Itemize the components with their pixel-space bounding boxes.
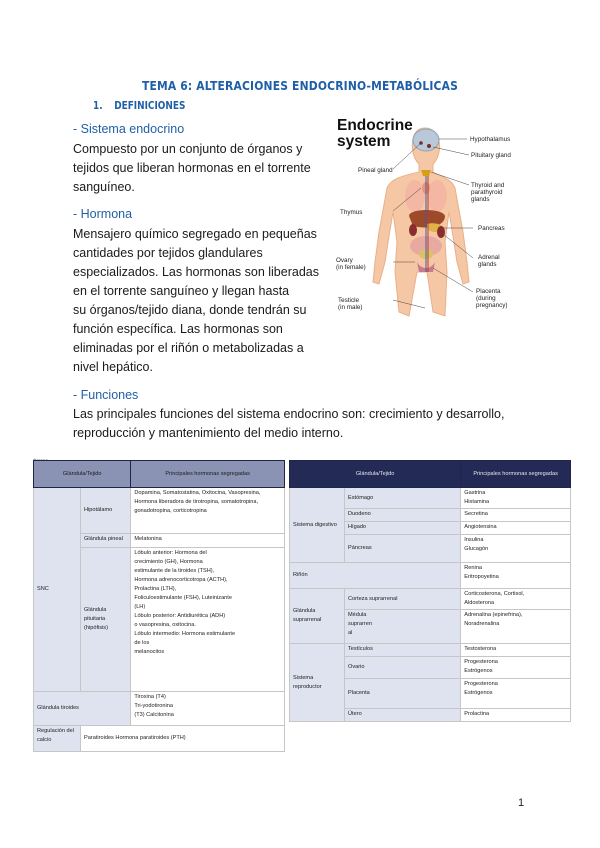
figure-title-line: system	[337, 133, 391, 150]
table-cell-list	[461, 679, 571, 709]
cell-line: Insulina	[464, 537, 484, 543]
label-ovary-line: (in female)	[336, 264, 366, 271]
table-header: Glándula/Tejido	[34, 461, 131, 488]
table-cell-list	[461, 610, 571, 644]
label-adrenal-line: Adrenal	[478, 254, 500, 261]
table-cell: Glándula tiroides	[34, 692, 131, 726]
table-cell-list	[461, 657, 571, 679]
label-hypothalamus: Hypothalamus	[470, 136, 511, 143]
table-cell: Regulación del calcio	[34, 726, 81, 752]
label-testicle	[338, 297, 363, 311]
label-ovary-line: Ovary	[336, 257, 353, 264]
cell-line: Lóbulo anterior: Hormona del	[134, 550, 207, 556]
label-thyroid-line: Thyroid and	[471, 182, 505, 189]
table-cell: Prolactina	[461, 709, 571, 722]
hormona-line: especializados. Las hormonas son liberadas	[73, 265, 319, 279]
table-cell: Glándula pineal	[81, 534, 131, 548]
label-thymus: Thymus	[340, 209, 363, 216]
table-cell: Testosterona	[461, 644, 571, 657]
cell-line: Prolactina (LTH),	[134, 586, 177, 592]
funciones-paragraph	[73, 405, 533, 443]
section-heading	[93, 100, 185, 112]
cell-line: Estrógenos	[464, 668, 493, 674]
hormona-line: en el torrente sanguíneo y llegan hasta	[73, 284, 290, 298]
table-cell-list	[131, 692, 285, 726]
cell-line: Médula	[348, 612, 367, 618]
cell-line: Corticosterona, Cortisol,	[464, 591, 525, 597]
cell-line: suprarren	[348, 621, 372, 627]
cell-line: Glucagón	[464, 546, 489, 552]
cell-line: Histamina	[464, 499, 490, 505]
cell-line: Adrenalina (epinefrina),	[464, 612, 523, 618]
sistema-line: tejidos que liberan hormonas en el torrente	[73, 161, 311, 175]
cell-line: crecimiento (GH), Hormona	[134, 559, 203, 565]
cell-line: Tiroxina (T4)	[134, 694, 166, 700]
table-cell: Dopamina, Somatostatina, Oxitocina, Vasopresina, Hormona liberadora de tirotropina, somatotropina, gonadotropina, corticotropina	[131, 488, 285, 534]
table-cell: Estómago	[345, 488, 461, 509]
hormona-heading: - Hormona	[73, 207, 133, 221]
table-cell: Páncreas	[345, 535, 461, 563]
cell-line: Progesterona	[464, 659, 498, 665]
table-cell: Ovario	[345, 657, 461, 679]
table-cell: Testículos	[345, 644, 461, 657]
table-cell-list	[345, 610, 461, 644]
table-cell: Placenta	[345, 679, 461, 709]
label-placenta-line: Placenta	[476, 288, 501, 295]
hormona-line: Mensajero químico segregado en pequeñas	[73, 227, 317, 241]
figure-title	[337, 118, 413, 150]
label-thyroid	[471, 182, 504, 203]
label-placenta-line: (during	[476, 295, 496, 302]
sistema-paragraph	[73, 140, 323, 197]
label-adrenal	[478, 254, 500, 268]
table-cell-list	[461, 535, 571, 563]
cell-line: Aldosterona	[464, 600, 495, 606]
table-cell: Sistema digestivo	[290, 488, 345, 563]
hormona-paragraph	[73, 225, 325, 377]
label-placenta-line: pregnancy)	[476, 302, 508, 309]
label-testicle-line: Testicle	[338, 297, 359, 304]
table-cell-list	[461, 488, 571, 509]
figure-title-line: Endocrine	[337, 117, 413, 134]
cell-line: Gastrina	[464, 490, 486, 496]
hormona-line: eliminadas por el riñón o metabolizadas a	[73, 341, 304, 355]
cell-line: Lóbulo intermedio: Hormona estimulante	[134, 631, 236, 637]
table-cell: Hígado	[345, 522, 461, 535]
page-title: TEMA 6: ALTERACIONES ENDOCRINO-METABÓLICAS	[141, 78, 459, 93]
sistema-line: sanguíneo.	[73, 180, 135, 194]
table-cell: SNC	[34, 488, 81, 692]
sistema-heading: - Sistema endocrino	[73, 122, 185, 136]
sistema-line: Compuesto por un conjunto de órganos y	[73, 142, 303, 156]
table-cell: Melatonina	[131, 534, 285, 548]
cell-line: o vasopresina, oxitocina.	[134, 622, 196, 628]
table-cell: Útero	[345, 709, 461, 722]
label-testicle-line: (in male)	[338, 304, 363, 311]
label-pancreas: Pancreas	[478, 225, 505, 232]
table-cell-list	[131, 548, 285, 692]
hormona-line: su órganos/tejido diana, donde tendrán su	[73, 303, 307, 317]
table-header: Glándula/Tejido	[290, 461, 461, 488]
table-header: Principales hormonas segregadas	[461, 461, 571, 488]
cell-line: Progesterona	[464, 681, 498, 687]
hormona-line: nivel hepático.	[73, 360, 153, 374]
cell-line: Renina	[464, 565, 482, 571]
table-cell: Corteza suprarrenal	[345, 589, 461, 610]
cell-line: al	[348, 630, 353, 636]
table-cell: Sistema reproductor	[290, 644, 345, 722]
funciones-line: Las principales funciones del sistema endocrino son: crecimiento y desarrollo,	[73, 407, 505, 421]
cell-line: Hormona adrenocorticotropa (ACTH),	[134, 577, 228, 583]
table-cell: Duodeno	[345, 509, 461, 522]
cell-line: estimulante de la tiroides (TSH),	[134, 568, 215, 574]
cell-line: (T3) Calcitonina	[134, 712, 174, 718]
section-label: DEFINICIONES	[114, 100, 186, 112]
table-cell-list	[461, 589, 571, 610]
table-cell-list	[461, 563, 571, 589]
cell-line: melanocitos	[134, 649, 165, 655]
cell-line: Lóbulo posterior: Antidiurética (ADH)	[134, 613, 226, 619]
table-cell: Paratiroides Hormona paratiroides (PTH)	[81, 726, 285, 752]
label-thyroid-line: parathyroid	[471, 189, 503, 196]
cell-line: Estrógenos	[464, 690, 493, 696]
label-ovary	[336, 257, 366, 271]
table-cell: Glándula pituitaria (hipófisis)	[81, 548, 131, 692]
hormones-table-right	[289, 460, 571, 722]
table-cell: Angiotensina	[461, 522, 571, 535]
table-header: Principales hormonas segregadas	[131, 461, 285, 488]
section-number: 1.	[93, 100, 103, 112]
label-placenta	[476, 288, 508, 309]
cell-line: Eritropoyetina	[464, 574, 499, 580]
cell-line: Noradrenalina	[464, 621, 500, 627]
hormones-table-left	[33, 460, 285, 752]
table-cell: Riñón	[290, 563, 461, 589]
page-number: 1	[518, 797, 525, 809]
hormona-line: cantidades por tejidos glandulares	[73, 246, 263, 260]
table-cell: Hipotálamo	[81, 488, 131, 534]
label-pineal: Pineal gland	[358, 167, 393, 174]
cell-line: Foliculoestimulante (FSH), Luteinizante	[134, 595, 232, 601]
cell-line: de los	[134, 640, 150, 646]
cell-line: (LH)	[134, 604, 146, 610]
funciones-heading: - Funciones	[73, 388, 139, 402]
table-cell: Glándula suprarrenal	[290, 589, 345, 644]
label-adrenal-line: glands	[478, 261, 497, 268]
label-pituitary: Pituitary gland	[471, 152, 511, 159]
table-cell: Secretina	[461, 509, 571, 522]
cell-line: Tri-yodotironina	[134, 703, 173, 709]
hormona-line: función específica. Las hormonas son	[73, 322, 283, 336]
funciones-line: reproducción y mantenimiento del medio interno.	[73, 426, 344, 440]
label-thyroid-line: glands	[471, 196, 490, 203]
